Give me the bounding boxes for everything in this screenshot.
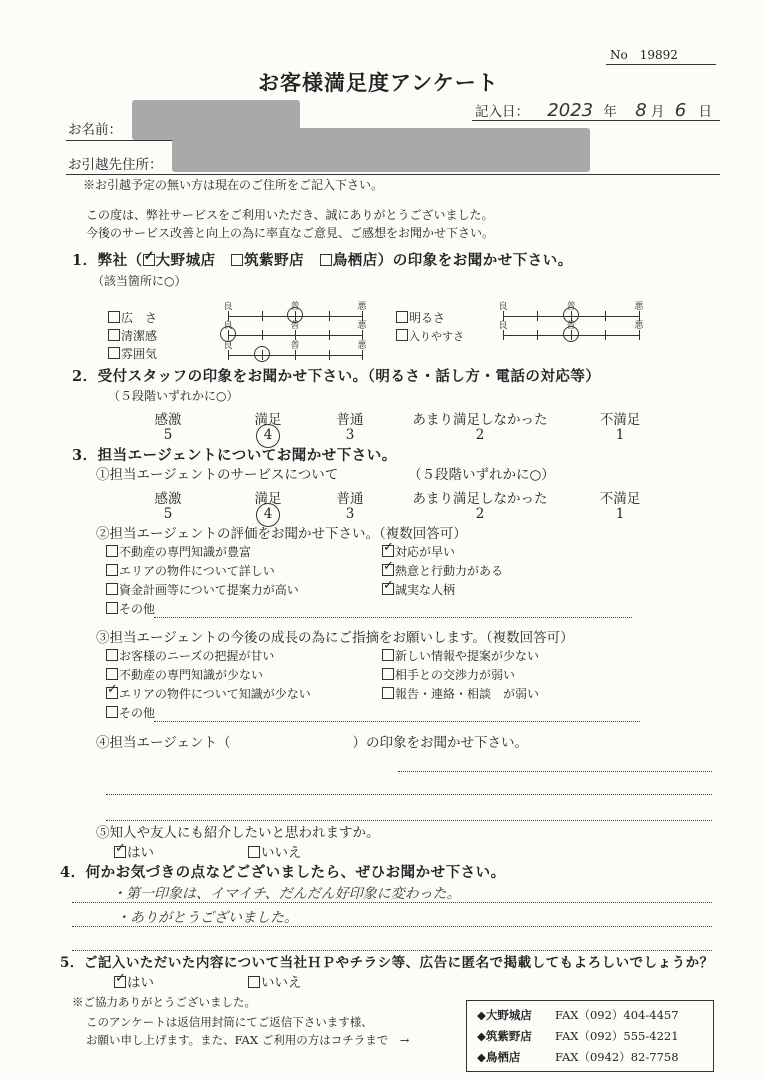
- q1-heading-pre: 1．弊社（: [72, 252, 143, 269]
- scale-label: 良: [223, 302, 233, 312]
- q5-heading: 5．ご記入いただいた内容について当社ＨＰやチラシ等、広告に匿名で掲載してもよろしいでしょうか？: [60, 955, 714, 971]
- date-day-unit: 日: [698, 104, 712, 120]
- option-label: その他: [119, 602, 156, 616]
- scale-tick: [329, 350, 330, 360]
- option-checkbox[interactable]: [106, 687, 118, 699]
- rating-number[interactable]: 4: [263, 427, 273, 443]
- sub5-yes: ✓はい: [114, 845, 154, 861]
- option-label: 熱意と行動力がある: [395, 564, 504, 578]
- scale-label: 普: [290, 302, 300, 312]
- option-checkbox[interactable]: [106, 668, 118, 680]
- scale-tick: [228, 350, 229, 360]
- doc-number-underline: [606, 64, 716, 65]
- option-label: 不動産の専門知識が少ない: [119, 668, 264, 682]
- q4-line-1: [72, 902, 712, 903]
- option-item: [382, 583, 455, 597]
- date-year: 2023: [547, 100, 594, 121]
- option-item: [106, 545, 251, 559]
- store3-label: 鳥栖店: [332, 252, 378, 269]
- q1-item-left-2: 清潔感: [108, 329, 157, 343]
- sub4-line-1: [398, 771, 712, 772]
- q3-sub4: [96, 735, 528, 751]
- option-item: [106, 602, 155, 616]
- footer-line-1: ※ご協力ありがとうございました。: [72, 995, 256, 1009]
- q1-item-checkbox[interactable]: [108, 347, 120, 359]
- option-item: [382, 687, 539, 701]
- scale-right-2[interactable]: [498, 321, 644, 341]
- scale-tick: [503, 330, 504, 340]
- rating-label: 不満足: [599, 412, 641, 428]
- rating-label: 満足: [254, 491, 282, 507]
- q1-note: （該当箇所に○）: [92, 274, 187, 288]
- q3-sub5: ⑤知人や友人にも紹介したいと思われますか。: [96, 825, 380, 841]
- footer-line-2: このアンケートは返信用封筒にてご返信下さいます様、: [86, 1015, 373, 1029]
- store2-label: 筑紫野店: [244, 252, 305, 269]
- option-label: お客様のニーズの把握が甘い: [119, 649, 275, 663]
- scale-label: 普: [290, 341, 300, 351]
- option-checkbox[interactable]: [106, 706, 118, 718]
- q4-line-2: [72, 926, 712, 927]
- sub5-yes-checkbox[interactable]: [114, 846, 126, 858]
- rating-number[interactable]: 3: [345, 506, 355, 522]
- q2-note: （５段階いずれかに○）: [108, 389, 239, 403]
- scale-label: 普: [566, 302, 576, 312]
- rating-number[interactable]: 1: [615, 427, 625, 443]
- rating-number[interactable]: 2: [475, 427, 485, 443]
- date-year-unit: 年: [603, 104, 617, 120]
- date-day: 6: [674, 100, 687, 121]
- q2-heading: 2．受付スタッフの印象をお聞かせ下さい。（明るさ・話し方・電話の対応等）: [72, 368, 601, 385]
- address-note: ※お引越予定の無い方は現在のご住所をご記入下さい。: [83, 178, 384, 192]
- q1-item-checkbox[interactable]: [108, 311, 120, 323]
- option-checkbox[interactable]: [106, 602, 118, 614]
- rating-number[interactable]: 2: [475, 506, 485, 522]
- selected-rating-circle: [256, 424, 280, 448]
- option-checkbox[interactable]: [106, 649, 118, 661]
- option-item: [382, 649, 539, 663]
- q1-item-left-1: 広 さ: [108, 311, 157, 325]
- scale-label: 悪: [357, 321, 367, 331]
- scale-label: 普: [290, 321, 300, 331]
- q3-sub1: ①担当エージェントのサービスについて: [96, 467, 339, 483]
- option-item: [382, 545, 455, 559]
- q4-answer-1: ・第一印象は、イマイチ、だんだん好印象に変わった。: [112, 886, 461, 902]
- rating-number[interactable]: 5: [163, 427, 173, 443]
- option-item: [106, 583, 299, 597]
- rating-label: 普通: [336, 412, 364, 428]
- q1-item-right-2: 入りやすさ: [396, 329, 464, 343]
- scale-tick: [639, 330, 640, 340]
- selected-rating-circle: [256, 503, 280, 527]
- option-item: [382, 564, 503, 578]
- q5-no: いいえ: [248, 975, 302, 991]
- date-field: [475, 100, 712, 122]
- q1-heading-post: ）の印象をお聞かせ下さい。: [377, 252, 573, 269]
- option-item: [106, 649, 274, 663]
- sub3-other-line: [154, 721, 640, 722]
- option-label: 新しい情報や提案が少ない: [395, 649, 540, 663]
- fax-contact-box: [466, 1000, 714, 1072]
- option-checkbox[interactable]: [382, 583, 394, 595]
- q1-item-checkbox[interactable]: [396, 311, 408, 323]
- page-title: お客様満足度アンケート: [258, 70, 499, 95]
- q5-yes-checkbox[interactable]: [114, 976, 126, 988]
- option-label: 不動産の専門知識が豊富: [119, 545, 252, 559]
- scale-tick: [329, 311, 330, 321]
- q1-item-checkbox[interactable]: [396, 329, 408, 341]
- scale-label: 良: [223, 321, 233, 331]
- rating-label: 満足: [254, 412, 282, 428]
- date-month-unit: 月: [650, 104, 665, 120]
- rating-label: あまり満足しなかった: [412, 491, 548, 507]
- option-checkbox[interactable]: [106, 583, 118, 595]
- option-label: その他: [119, 706, 156, 720]
- q3-sub4-pre: ④担当エージェント（: [96, 735, 231, 751]
- q3-sub3: ③担当エージェントの今後の成長の為にご指摘をお願いします。（複数回答可）: [96, 630, 574, 646]
- contact-row-2: ◆筑紫野店 FAX（092）555-4221: [477, 1029, 679, 1043]
- footer-line-3: お願い申し上げます。また、FAX ご利用の方はコチラまで →: [86, 1033, 410, 1047]
- intro-line-1: この度は、弊社サービスをご利用いただき、誠にありがとうございました。: [86, 208, 494, 222]
- scale-tick: [537, 311, 538, 321]
- date-label: 記入日：: [475, 104, 529, 120]
- option-label: 資金計画等について提案力が高い: [119, 583, 299, 597]
- option-checkbox[interactable]: [382, 564, 394, 576]
- scale-label: 悪: [357, 302, 367, 312]
- contact-row-1: ◆大野城店 FAX（092）404-4457: [477, 1008, 679, 1022]
- scale-label: 良: [223, 341, 233, 351]
- q1-heading: [72, 252, 573, 269]
- scale-tick: [262, 311, 263, 321]
- q5-no-checkbox[interactable]: [248, 976, 260, 988]
- q3-sub2: ②担当エージェントの評価をお聞かせ下さい。（複数回答可）: [96, 526, 467, 542]
- scale-label: 悪: [634, 321, 644, 331]
- scale-label: 悪: [634, 302, 644, 312]
- option-item: [106, 687, 311, 701]
- sub4-line-2: [106, 794, 712, 795]
- q5-yes: ✓はい: [114, 975, 154, 991]
- option-item: [106, 564, 275, 578]
- sub2-other-line: [154, 617, 632, 618]
- scale-left-3[interactable]: [223, 341, 367, 361]
- q1-item-right-1: 明るさ: [396, 311, 445, 325]
- store1-checkbox[interactable]: [143, 254, 155, 266]
- option-checkbox[interactable]: [382, 545, 394, 557]
- rating-number[interactable]: 4: [263, 506, 273, 522]
- option-checkbox[interactable]: [382, 649, 394, 661]
- rating-label: 感激: [154, 491, 182, 507]
- document-number: No 19892: [610, 48, 678, 62]
- q4-line-3: [72, 950, 712, 951]
- rating-label: あまり満足しなかった: [412, 412, 548, 428]
- store1-label: 大野城店: [155, 252, 216, 269]
- scale-tick: [329, 330, 330, 340]
- scale-tick: [605, 330, 606, 340]
- scale-tick: [362, 350, 363, 360]
- option-checkbox[interactable]: [106, 564, 118, 576]
- rating-number[interactable]: 5: [163, 506, 173, 522]
- date-month: 8: [635, 100, 647, 121]
- option-label: 報告・連絡・相談 が弱い: [395, 687, 540, 701]
- scale-tick: [605, 311, 606, 321]
- rating-number[interactable]: 3: [345, 427, 355, 443]
- q1-item-checkbox[interactable]: [108, 329, 120, 341]
- name-label: お名前：: [68, 122, 122, 138]
- scale-label: 悪: [357, 341, 367, 351]
- option-label: 相手との交渉力が弱い: [395, 668, 516, 682]
- option-checkbox[interactable]: [106, 545, 118, 557]
- scale-selection-circle: [254, 346, 270, 362]
- scale-tick: [295, 350, 296, 360]
- date-underline: [472, 120, 720, 121]
- q3-sub1-note: （５段階いずれかに○）: [408, 467, 555, 483]
- scale-tick: [537, 330, 538, 340]
- option-checkbox[interactable]: [382, 668, 394, 680]
- address-underline: [66, 174, 720, 175]
- rating-label: 不満足: [599, 491, 641, 507]
- scale-tick: [262, 330, 263, 340]
- address-redaction: [172, 128, 590, 172]
- scale-label: 良: [498, 321, 508, 331]
- option-item: [382, 668, 515, 682]
- sub5-no: いいえ: [248, 845, 302, 861]
- scale-label: 普: [566, 321, 576, 331]
- option-checkbox[interactable]: [382, 687, 394, 699]
- rating-label: 普通: [336, 491, 364, 507]
- option-label: エリアの物件について知識が少ない: [119, 687, 311, 701]
- scale-selection-circle: [563, 326, 579, 342]
- sub4-line-3: [106, 820, 712, 821]
- option-item: [106, 668, 263, 682]
- q3-heading: 3．担当エージェントについてお聞かせ下さい。: [72, 447, 397, 464]
- contact-row-3: ◆鳥栖店 FAX（0942）82-7758: [477, 1050, 679, 1064]
- q4-answer-2: ・ありがとうございました。: [116, 910, 298, 926]
- sub5-no-checkbox[interactable]: [248, 846, 260, 858]
- store3-checkbox[interactable]: [320, 254, 332, 266]
- intro-line-2: 今後のサービス改善と向上の為に率直なご意見、ご感想をお聞かせ下さい。: [86, 226, 495, 240]
- option-item: [106, 706, 155, 720]
- address-label: お引越先住所：: [68, 157, 163, 173]
- option-label: 対応が早い: [395, 545, 456, 559]
- q3-sub4-post: ）の印象をお聞かせ下さい。: [352, 735, 528, 751]
- scale-label: 良: [498, 302, 508, 312]
- option-label: 誠実な人柄: [395, 583, 456, 597]
- q1-item-left-3: 雰囲気: [108, 347, 157, 361]
- rating-number[interactable]: 1: [615, 506, 625, 522]
- option-label: エリアの物件について詳しい: [119, 564, 275, 578]
- rating-label: 感激: [154, 412, 182, 428]
- store2-checkbox[interactable]: [231, 254, 243, 266]
- q4-heading: 4．何かお気づきの点などございましたら、ぜひお聞かせ下さい。: [60, 864, 506, 881]
